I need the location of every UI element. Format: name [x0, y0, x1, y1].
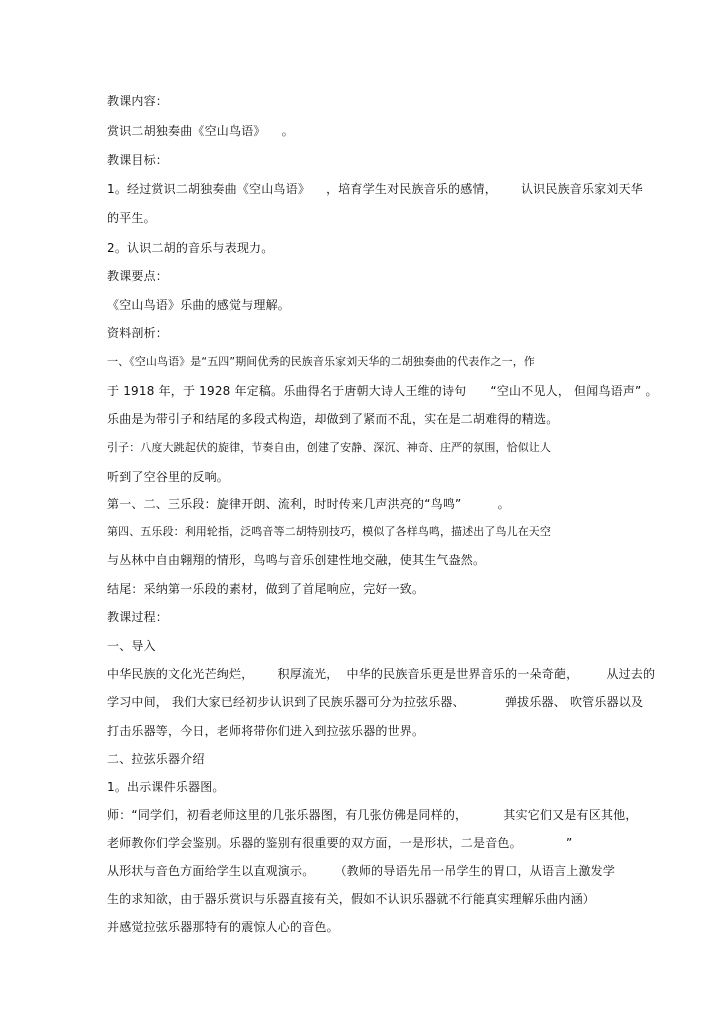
heading-teaching-content: 教课内容：	[107, 94, 169, 108]
text-line: 生的求知欲，由于器乐赏识与乐器直接有关，假如不认识乐器就不行能真实理解乐曲内涵）	[107, 892, 596, 906]
text-line: 2。认识二胡的音乐与表现力。	[107, 241, 274, 255]
text-line: 中华民族的文化光芒绚烂， 积厚流光， 中华的民族音乐更是世界音乐的一朵奇葩， 从过去的	[107, 667, 656, 681]
text-line: 一、《空山鸟语》是“五四”期间优秀的民族音乐家刘天华的二胡独奏曲的代表作之一，作	[107, 355, 535, 368]
heading-teaching-goals: 教课目标：	[107, 153, 169, 167]
text-line: 师：“同学们，初看老师这里的几张乐器图，有几张仿佛是同样的， 其实它们又是有区其他，	[107, 808, 638, 822]
text-line: 老师教你们学会鉴别。乐器的鉴别有很重要的双方面，一是形状，二是音色。 ”	[107, 836, 573, 850]
text-line: 第四、五乐段：利用轮指，泛鸣音等二胡特别技巧，模似了各样鸟鸣，描述出了鸟儿在天空	[107, 525, 551, 538]
text-line: 1。出示课件乐器图。	[107, 780, 225, 794]
text-line: 听到了空谷里的反响。	[107, 470, 230, 484]
text-line: 第一、二、三乐段：旋律开朗、流利，时时传来几声洪亮的“鸟鸣” 。	[107, 497, 510, 511]
text-line: 赏识二胡独奏曲《空山鸟语》 。	[107, 124, 294, 138]
heading-teaching-process: 教课过程：	[107, 610, 169, 624]
text-line: 引子：八度大跳起伏的旋律，节奏自由，创建了安静、深沉、神奇、庄严的氛围，恰似让人	[107, 441, 551, 454]
text-line: 从形状与音色方面给学生以直观演示。 （教师的导语先吊一吊学生的胃口，从语言上激发学	[107, 864, 616, 878]
text-line: 并感觉拉弦乐器那特有的震惊人心的音色。	[107, 920, 339, 934]
text-line: 结尾：采纳第一乐段的素材，做到了首尾响应，完好一致。	[107, 582, 425, 596]
heading-key-points: 教课要点：	[107, 269, 169, 283]
text-line: 《空山鸟语》乐曲的感觉与理解。	[107, 298, 291, 312]
heading-material-analysis: 资料剖析：	[107, 326, 169, 340]
text-line: 与丛林中自由翱翔的情形，鸟鸣与音乐创建性地交融，使其生气盎然。	[107, 553, 486, 567]
text-line: 于 1918 年，于 1928 年定稿。乐曲得名于唐朝大诗人王维的诗句 “空山不见人， 但闻鸟语声” 。	[107, 384, 658, 398]
text-line: 乐曲是为带引子和结尾的多段式构造，却做到了紧而不乱，实在是二胡难得的精选。	[107, 412, 559, 426]
text-line: 的平生。	[107, 211, 156, 225]
section-introduction: 一、导入	[107, 639, 156, 653]
section-string-instruments: 二、拉弦乐器介绍	[107, 752, 205, 766]
text-line: 打击乐器等，今日，老师将带你们进入到拉弦乐器的世界。	[107, 724, 425, 738]
text-line: 1。经过赏识二胡独奏曲《空山鸟语》 ，培育学生对民族音乐的感情， 认识民族音乐家刘天华	[107, 182, 643, 196]
text-line: 学习中间， 我们大家已经初步认识到了民族乐器可分为拉弦乐器、 弹拔乐器、 吹管乐器以及	[107, 695, 644, 709]
